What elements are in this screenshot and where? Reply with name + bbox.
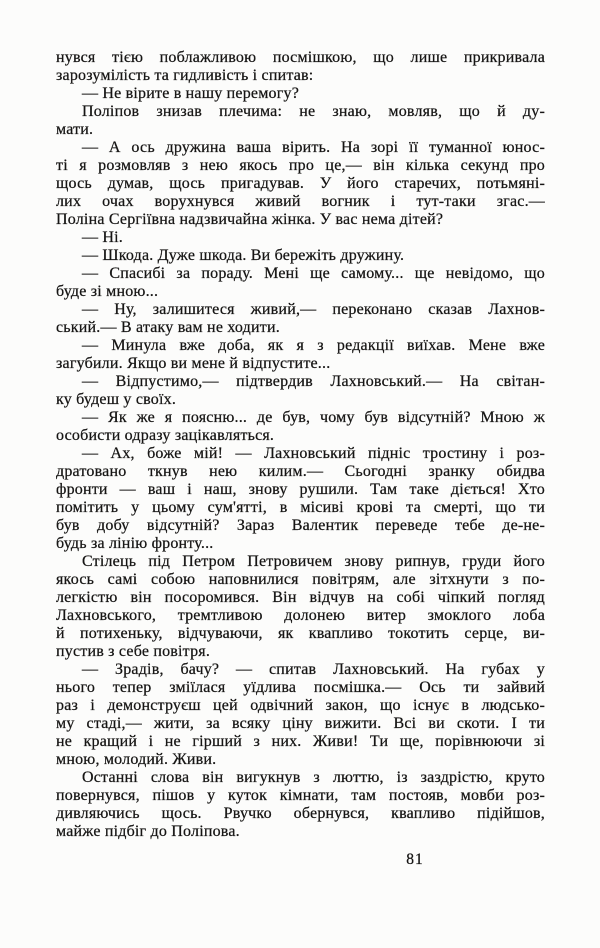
text-line: дратовано ткнув нею килим.— Сьогодні зранку обидва [56, 463, 545, 480]
text-line: — Зрадів, бачу? — спитав Лахновський. На губах у [82, 661, 545, 678]
text-line: лих очах ворухнувся живий вогник і тут-таки згас.— [56, 193, 545, 210]
text-line: раз і демонструєш цей одвічний закон, що існує в людсько- [56, 697, 545, 714]
text-line: мати. [56, 121, 94, 138]
text-line: Стілець під Петром Петровичем знову рипнув, груди його [82, 553, 545, 570]
text-line: зарозумілість та гидливість і спитав: [56, 67, 314, 84]
page-text [56, 49, 545, 841]
text-line: пустив з себе повітря. [56, 643, 211, 660]
text-line: загубили. Якщо ви мене й відпустите... [56, 355, 331, 372]
text-line: ті я розмовляв з нею якось про це,— він кілька секунд про [56, 157, 545, 174]
text-line: нувся тією поблажливою посмішкою, що лише прикривала [56, 49, 545, 66]
text-line: легкістю він посоромився. Він відчув на собі чіпкий погляд [56, 589, 545, 606]
text-line: буде зі мною... [56, 283, 159, 300]
text-line: дивляючись щось. Рвучко обернувся, квапливо підійшов, [56, 805, 545, 822]
text-line: щось думав, щось пригадував. У його старечих, потьмяні- [56, 175, 545, 192]
text-line: майже підбіг до Поліпова. [56, 823, 240, 840]
text-line: — Ах, боже мій! — Лахновський підніс тростину і роз- [82, 445, 545, 462]
text-line: особисти одразу зацікавляться. [56, 427, 275, 444]
text-line: — А ось дружина ваша вірить. На зорі її туманної юнос- [82, 139, 545, 156]
text-line: й потихеньку, відчуваючи, як квапливо токотить серце, ви- [56, 625, 545, 642]
text-line: — Як же я поясню... де був, чому був відсутній? Мною ж [82, 409, 545, 426]
text-line: — Відпустимо,— підтвердив Лахновський.— На світан- [82, 373, 545, 390]
text-line: Поліна Сергіївна надзвичайна жінка. У вас нема дітей? [56, 211, 444, 228]
text-line: будь за лінію фронту... [56, 535, 214, 552]
text-line: помітить у цьому сум'ятті, в місиві крові та смерті, що ти [56, 499, 545, 516]
text-line: ку будеш у своїх. [56, 391, 177, 408]
text-line: му стаді,— жити, за всяку ціну вижити. Всі ви скоти. І ти [56, 715, 545, 732]
text-line: — Шкода. Дуже шкода. Ви бережіть дружину. [82, 247, 405, 264]
text-line: був добу відсутній? Зараз Валентик переведе тебе де-не- [56, 517, 545, 534]
text-line: — Ну, залишитеся живий,— переконано сказав Лахнов- [82, 301, 545, 318]
text-line: нього тепер зміїлася уїдлива посмішка.— Ось ти зайвий [56, 679, 545, 696]
text-line: не кращий і не гірший з них. Живи! Ти ще, порівнюючи зі [56, 733, 545, 750]
text-line: Поліпов знизав плечима: не знаю, мовляв, що й ду- [82, 103, 545, 120]
text-line: Останні слова він вигукнув з люттю, із заздрістю, круто [82, 769, 545, 786]
text-line: ський.— В атаку вам не ходити. [56, 319, 280, 336]
text-line: — Минула вже доба, як я з редакції виїхав. Мене вже [82, 337, 545, 354]
text-line: повернувся, пішов у куток кімнати, там постояв, мовби роз- [56, 787, 545, 804]
text-line: — Спасибі за пораду. Мені ще самому... ще невідомо, що [82, 265, 545, 282]
text-line: Лахновського, тремтливою долонею витер змоклого лоба [56, 607, 545, 624]
text-line: фронти — ваш і наш, знову рушили. Там таке діється! Хто [56, 481, 545, 498]
text-line: якось самі собою наповнилися повітрям, але зітхнути з по- [56, 571, 545, 588]
text-line: — Не вірите в нашу перемогу? [82, 85, 300, 102]
text-line: — Ні. [82, 229, 123, 246]
page-number: 81 [406, 851, 424, 868]
text-line: мною, молодий. Живи. [56, 751, 217, 768]
